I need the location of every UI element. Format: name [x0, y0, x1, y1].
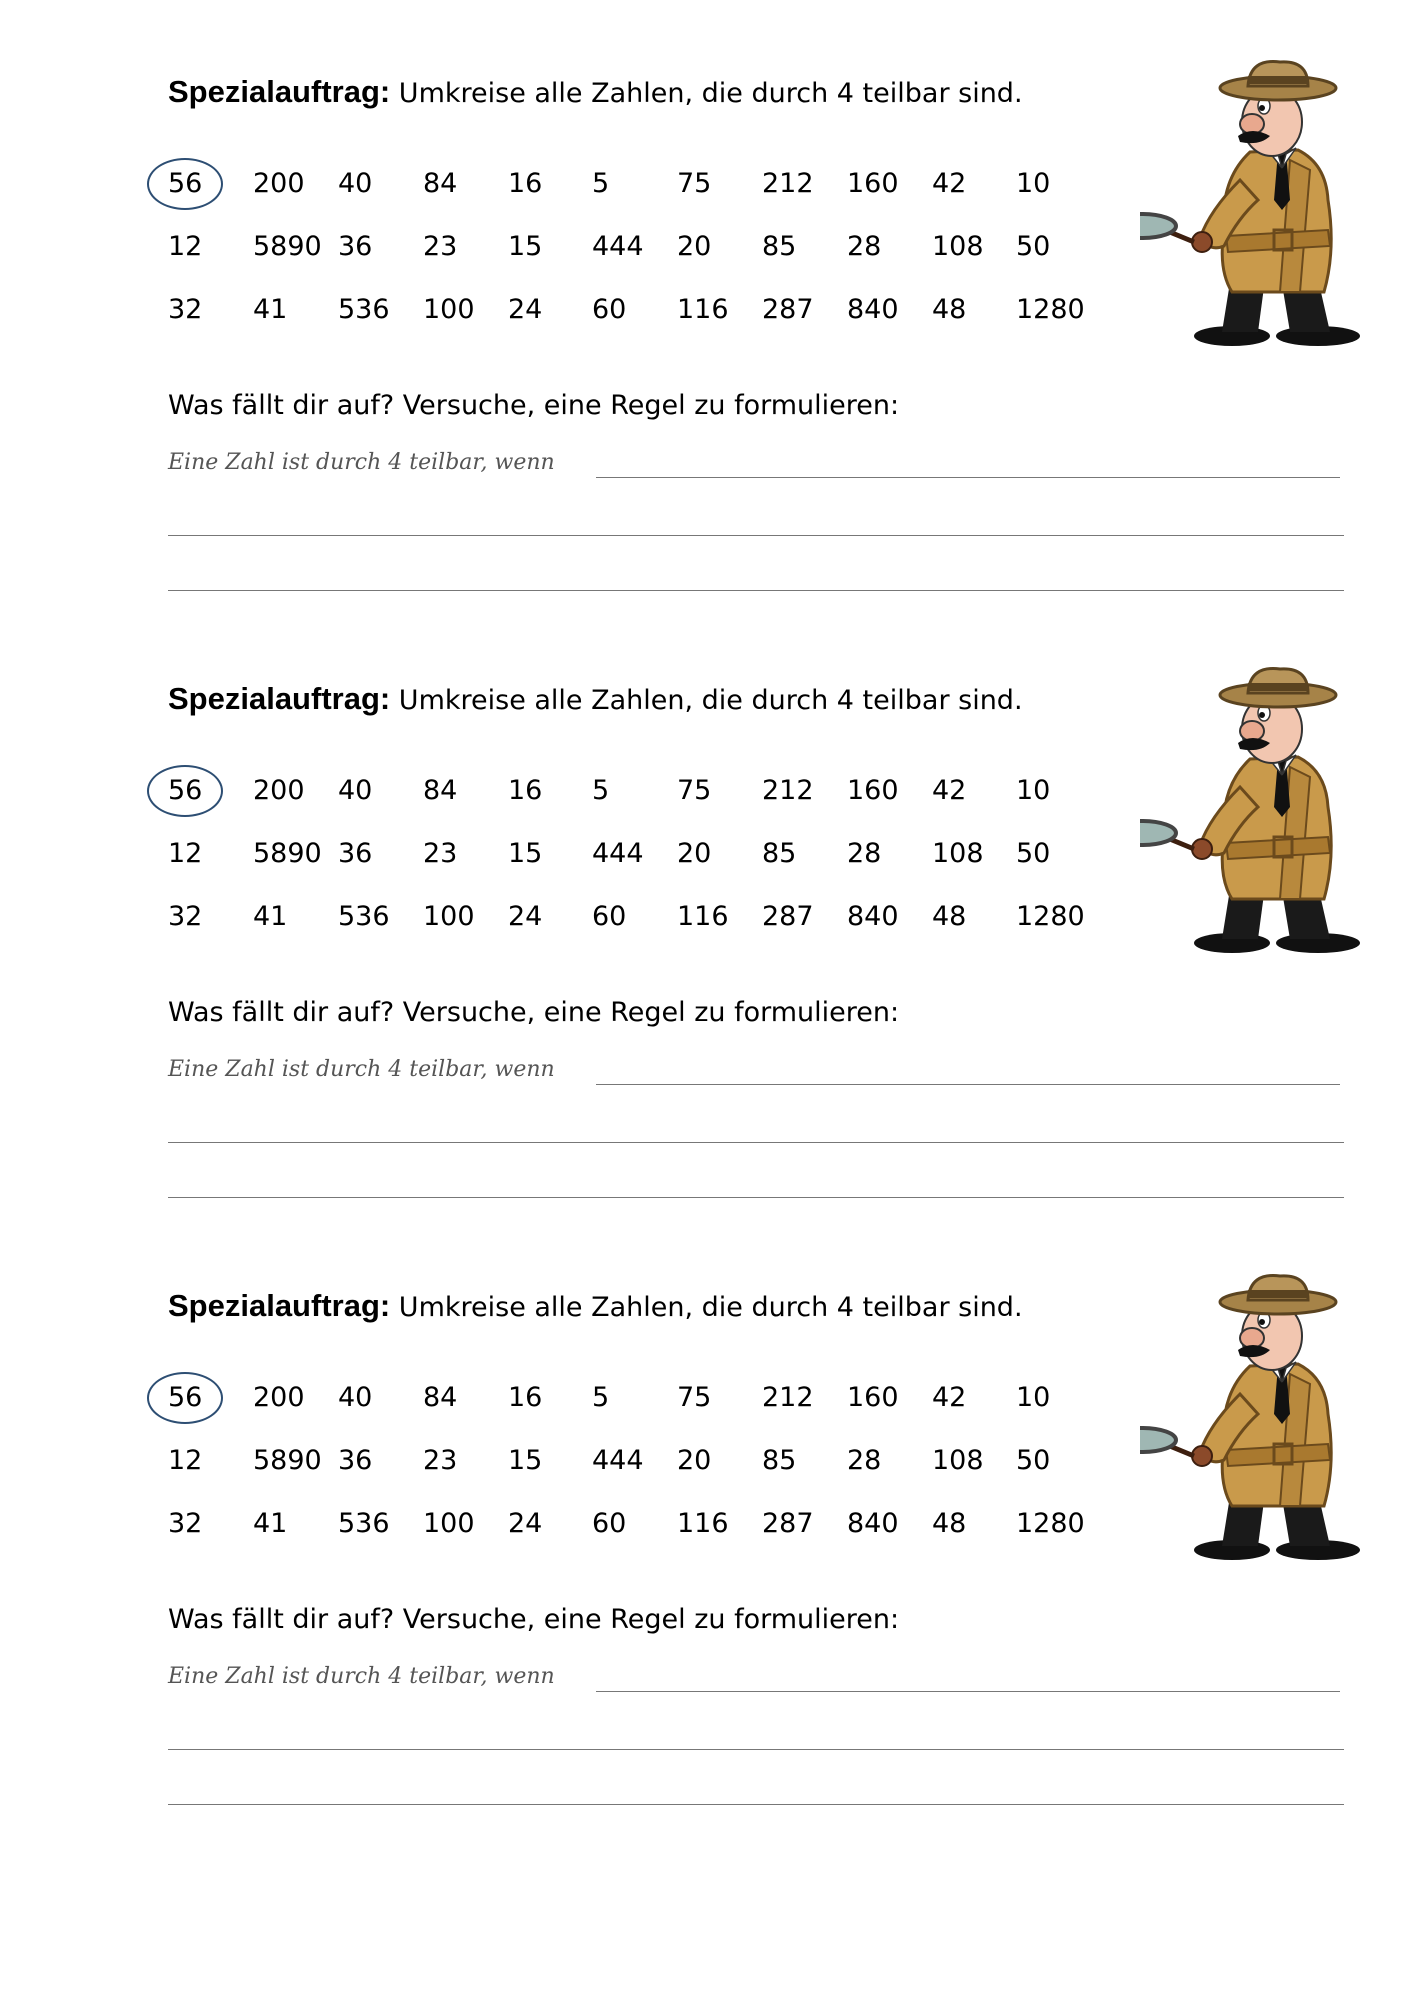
answer-prompt: Eine Zahl ist durch 4 teilbar, wenn: [168, 1664, 555, 1689]
number-cell[interactable]: 41: [253, 1508, 288, 1539]
number-cell[interactable]: 5: [592, 1382, 610, 1413]
number-cell[interactable]: 160: [847, 168, 899, 199]
number-cell[interactable]: 444: [592, 1445, 644, 1476]
answer-line-1[interactable]: [596, 477, 1340, 478]
number-cell[interactable]: 200: [253, 775, 305, 806]
number-cell[interactable]: 56: [168, 775, 203, 806]
question-text: Was fällt dir auf? Versuche, eine Regel zu formulieren:: [168, 1604, 900, 1635]
number-cell[interactable]: 1280: [1016, 294, 1085, 325]
number-cell[interactable]: 23: [423, 231, 458, 262]
number-cell[interactable]: 42: [932, 168, 967, 199]
number-cell[interactable]: 200: [253, 1382, 305, 1413]
number-cell[interactable]: 42: [932, 775, 967, 806]
answer-line-2[interactable]: [168, 1749, 1344, 1750]
number-cell[interactable]: 5890: [253, 838, 322, 869]
number-cell[interactable]: 36: [338, 838, 373, 869]
number-cell[interactable]: 32: [168, 901, 203, 932]
number-cell[interactable]: 212: [762, 775, 814, 806]
answer-line-2[interactable]: [168, 1142, 1344, 1143]
question-text: Was fällt dir auf? Versuche, eine Regel zu formulieren:: [168, 997, 900, 1028]
number-cell[interactable]: 840: [847, 901, 899, 932]
number-cell[interactable]: 85: [762, 1445, 797, 1476]
circle-mark: [147, 1372, 223, 1424]
number-cell[interactable]: 20: [677, 231, 712, 262]
number-cell[interactable]: 840: [847, 1508, 899, 1539]
number-cell[interactable]: 50: [1016, 838, 1051, 869]
task-section-3: [0, 1214, 1414, 1814]
task-section-2: [0, 607, 1414, 1207]
number-cell[interactable]: 28: [847, 838, 882, 869]
number-cell[interactable]: 536: [338, 1508, 390, 1539]
number-cell[interactable]: 40: [338, 168, 373, 199]
number-cell[interactable]: 100: [423, 1508, 475, 1539]
number-cell[interactable]: 12: [168, 838, 203, 869]
answer-line-1[interactable]: [596, 1691, 1340, 1692]
number-cell[interactable]: 536: [338, 901, 390, 932]
number-cell[interactable]: 116: [677, 1508, 729, 1539]
number-cell[interactable]: 84: [423, 775, 458, 806]
number-cell[interactable]: 32: [168, 1508, 203, 1539]
number-cell[interactable]: 16: [508, 168, 543, 199]
number-cell[interactable]: 84: [423, 1382, 458, 1413]
number-cell[interactable]: 212: [762, 168, 814, 199]
number-cell[interactable]: 50: [1016, 1445, 1051, 1476]
task-title-text: Umkreise alle Zahlen, die durch 4 teilbar sind.: [390, 78, 1023, 109]
number-cell[interactable]: 116: [677, 901, 729, 932]
answer-line-3[interactable]: [168, 590, 1344, 591]
number-cell[interactable]: 20: [677, 838, 712, 869]
number-cell[interactable]: 287: [762, 294, 814, 325]
detective-with-magnifying-glass-icon: [1140, 60, 1380, 350]
number-cell[interactable]: 41: [253, 901, 288, 932]
number-cell[interactable]: 5: [592, 168, 610, 199]
number-cell[interactable]: 12: [168, 231, 203, 262]
number-cell[interactable]: 56: [168, 168, 203, 199]
number-cell[interactable]: 15: [508, 838, 543, 869]
number-cell[interactable]: 100: [423, 901, 475, 932]
number-cell[interactable]: 24: [508, 901, 543, 932]
number-cell[interactable]: 160: [847, 1382, 899, 1413]
number-cell[interactable]: 60: [592, 901, 627, 932]
number-cell[interactable]: 15: [508, 1445, 543, 1476]
number-cell[interactable]: 5: [592, 775, 610, 806]
number-cell[interactable]: 12: [168, 1445, 203, 1476]
number-cell[interactable]: 536: [338, 294, 390, 325]
number-cell[interactable]: 48: [932, 294, 967, 325]
number-cell[interactable]: 10: [1016, 1382, 1051, 1413]
number-cell[interactable]: 40: [338, 775, 373, 806]
answer-line-3[interactable]: [168, 1197, 1344, 1198]
number-cell[interactable]: 75: [677, 168, 712, 199]
number-cell[interactable]: 28: [847, 231, 882, 262]
number-cell[interactable]: 75: [677, 775, 712, 806]
number-cell[interactable]: 16: [508, 1382, 543, 1413]
task-title-text: Umkreise alle Zahlen, die durch 4 teilbar sind.: [390, 1292, 1023, 1323]
number-cell[interactable]: 212: [762, 1382, 814, 1413]
number-cell[interactable]: 10: [1016, 168, 1051, 199]
number-cell[interactable]: 840: [847, 294, 899, 325]
number-cell[interactable]: 48: [932, 901, 967, 932]
number-cell[interactable]: 85: [762, 838, 797, 869]
number-cell[interactable]: 108: [932, 838, 984, 869]
number-cell[interactable]: 116: [677, 294, 729, 325]
task-section-1: [0, 0, 1414, 600]
number-cell[interactable]: 60: [592, 1508, 627, 1539]
number-cell[interactable]: 75: [677, 1382, 712, 1413]
number-cell[interactable]: 36: [338, 1445, 373, 1476]
detective-with-magnifying-glass-icon: [1140, 1274, 1380, 1564]
number-cell[interactable]: 24: [508, 294, 543, 325]
number-cell[interactable]: 23: [423, 838, 458, 869]
number-cell[interactable]: 10: [1016, 775, 1051, 806]
answer-prompt: Eine Zahl ist durch 4 teilbar, wenn: [168, 1057, 555, 1082]
number-cell[interactable]: 200: [253, 168, 305, 199]
number-cell[interactable]: 287: [762, 1508, 814, 1539]
circle-mark: [147, 158, 223, 210]
number-cell[interactable]: 108: [932, 231, 984, 262]
number-cell[interactable]: 84: [423, 168, 458, 199]
answer-line-1[interactable]: [596, 1084, 1340, 1085]
number-cell[interactable]: 28: [847, 1445, 882, 1476]
number-cell[interactable]: 42: [932, 1382, 967, 1413]
number-cell[interactable]: 16: [508, 775, 543, 806]
number-cell[interactable]: 287: [762, 901, 814, 932]
number-cell[interactable]: 41: [253, 294, 288, 325]
task-title-bold: Spezialauftrag:: [168, 74, 391, 109]
number-cell[interactable]: 160: [847, 775, 899, 806]
number-cell[interactable]: 56: [168, 1382, 203, 1413]
number-cell[interactable]: 48: [932, 1508, 967, 1539]
circle-mark: [147, 765, 223, 817]
number-cell[interactable]: 15: [508, 231, 543, 262]
number-cell[interactable]: 32: [168, 294, 203, 325]
number-cell[interactable]: 5890: [253, 231, 322, 262]
number-cell[interactable]: 20: [677, 1445, 712, 1476]
number-cell[interactable]: 40: [338, 1382, 373, 1413]
number-cell[interactable]: 108: [932, 1445, 984, 1476]
number-cell[interactable]: 1280: [1016, 1508, 1085, 1539]
answer-line-2[interactable]: [168, 535, 1344, 536]
number-cell[interactable]: 5890: [253, 1445, 322, 1476]
task-title-bold: Spezialauftrag:: [168, 681, 391, 716]
number-cell[interactable]: 85: [762, 231, 797, 262]
number-cell[interactable]: 24: [508, 1508, 543, 1539]
task-title-text: Umkreise alle Zahlen, die durch 4 teilbar sind.: [390, 685, 1023, 716]
number-cell[interactable]: 1280: [1016, 901, 1085, 932]
number-cell[interactable]: 100: [423, 294, 475, 325]
number-cell[interactable]: 444: [592, 231, 644, 262]
detective-with-magnifying-glass-icon: [1140, 667, 1380, 957]
number-cell[interactable]: 60: [592, 294, 627, 325]
answer-line-3[interactable]: [168, 1804, 1344, 1805]
question-text: Was fällt dir auf? Versuche, eine Regel zu formulieren:: [168, 390, 900, 421]
number-cell[interactable]: 23: [423, 1445, 458, 1476]
number-cell[interactable]: 444: [592, 838, 644, 869]
number-cell[interactable]: 36: [338, 231, 373, 262]
task-title-bold: Spezialauftrag:: [168, 1288, 391, 1323]
number-cell[interactable]: 50: [1016, 231, 1051, 262]
answer-prompt: Eine Zahl ist durch 4 teilbar, wenn: [168, 450, 555, 475]
